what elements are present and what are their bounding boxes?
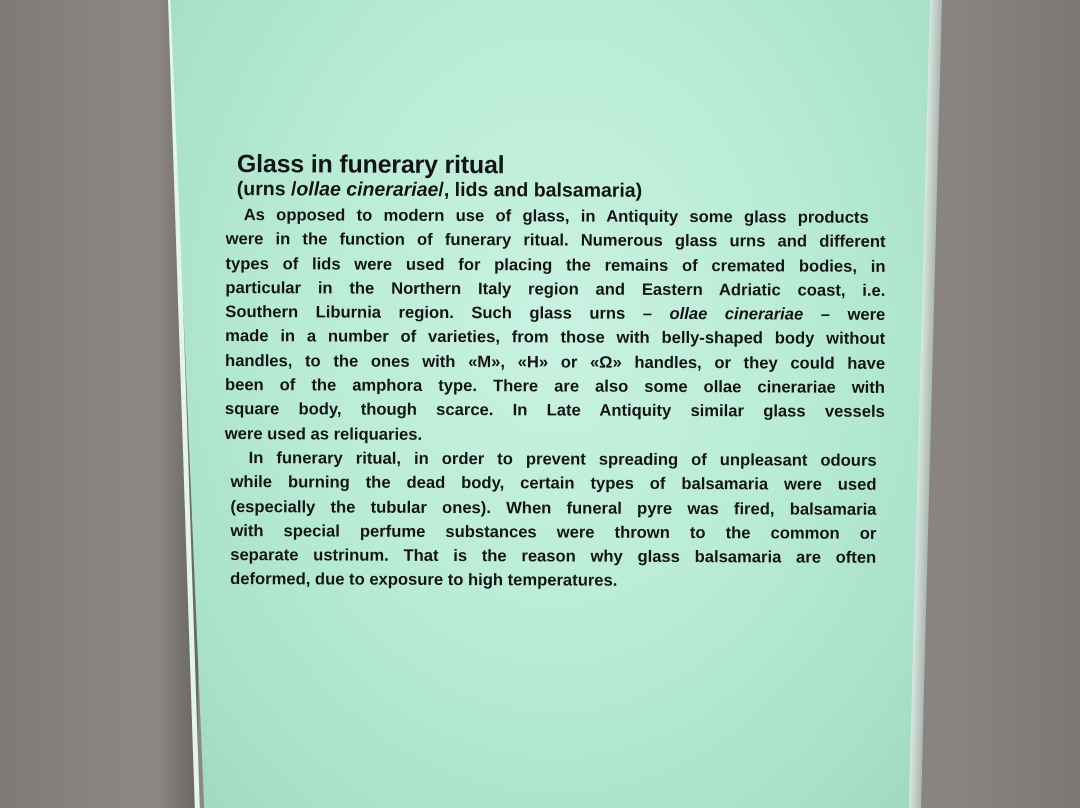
paragraph-1-line: types of lids were used for placing the remains of cremated bodies, in xyxy=(225,253,886,276)
paragraph-2-line: with special perfume substances were thrown to the common or xyxy=(230,520,877,543)
paragraph-1-line: made in a number of varieties, from those with belly-shaped body without xyxy=(225,326,886,349)
paragraph-2-line: deformed, due to exposure to high temperatures. xyxy=(230,569,618,591)
sign-text xyxy=(222,150,884,595)
subtitle-prefix: (urns / xyxy=(236,178,297,201)
paragraph-1-line xyxy=(225,300,885,327)
sign-subtitle xyxy=(237,177,884,204)
subtitle-italic: ollae cinerariae xyxy=(296,178,439,201)
paragraph-1-line: As opposed to modern use of glass, in Antiquity some glass products xyxy=(243,205,869,227)
paragraph-2-line: (especially the tubular ones). When funeral pyre was fired, balsamaria xyxy=(230,496,877,519)
line-pre: Southern Liburnia region. Such glass urns – xyxy=(225,302,670,324)
paragraph-1-line: been of the amphora type. There are also some ollae cinerariae with xyxy=(224,375,886,397)
subtitle-suffix: /, lids and balsamaria) xyxy=(438,178,643,202)
paragraph-2 xyxy=(230,446,883,595)
sign-title: Glass in funerary ritual xyxy=(236,150,505,180)
paragraph-1-line: square body, though scarce. In Late Antiquity similar glass vessels xyxy=(224,399,885,422)
paragraph-2-line: while burning the dead body, certain types of balsamaria were used xyxy=(230,472,877,495)
paragraph-1-line: were used as reliquaries. xyxy=(224,423,423,444)
paragraph-1-line: handles, to the ones with «M», «H» or «Ω» handles, or they could have xyxy=(225,350,886,373)
line-italic: ollae cinerariae xyxy=(669,304,804,324)
paragraph-1-line: particular in the Northern Italy region and Eastern Adriatic coast, i.e. xyxy=(225,277,886,300)
paragraph-1-line: were in the function of funerary ritual. Numerous glass urns and different xyxy=(225,229,886,252)
paragraph-2-line: In funerary ritual, in order to prevent spreading of unpleasant odours xyxy=(248,448,877,470)
paragraph-1 xyxy=(225,203,884,449)
paragraph-2-line: separate ustrinum. That is the reason why glass balsamaria are often xyxy=(230,545,877,568)
line-post: – were xyxy=(803,304,886,325)
